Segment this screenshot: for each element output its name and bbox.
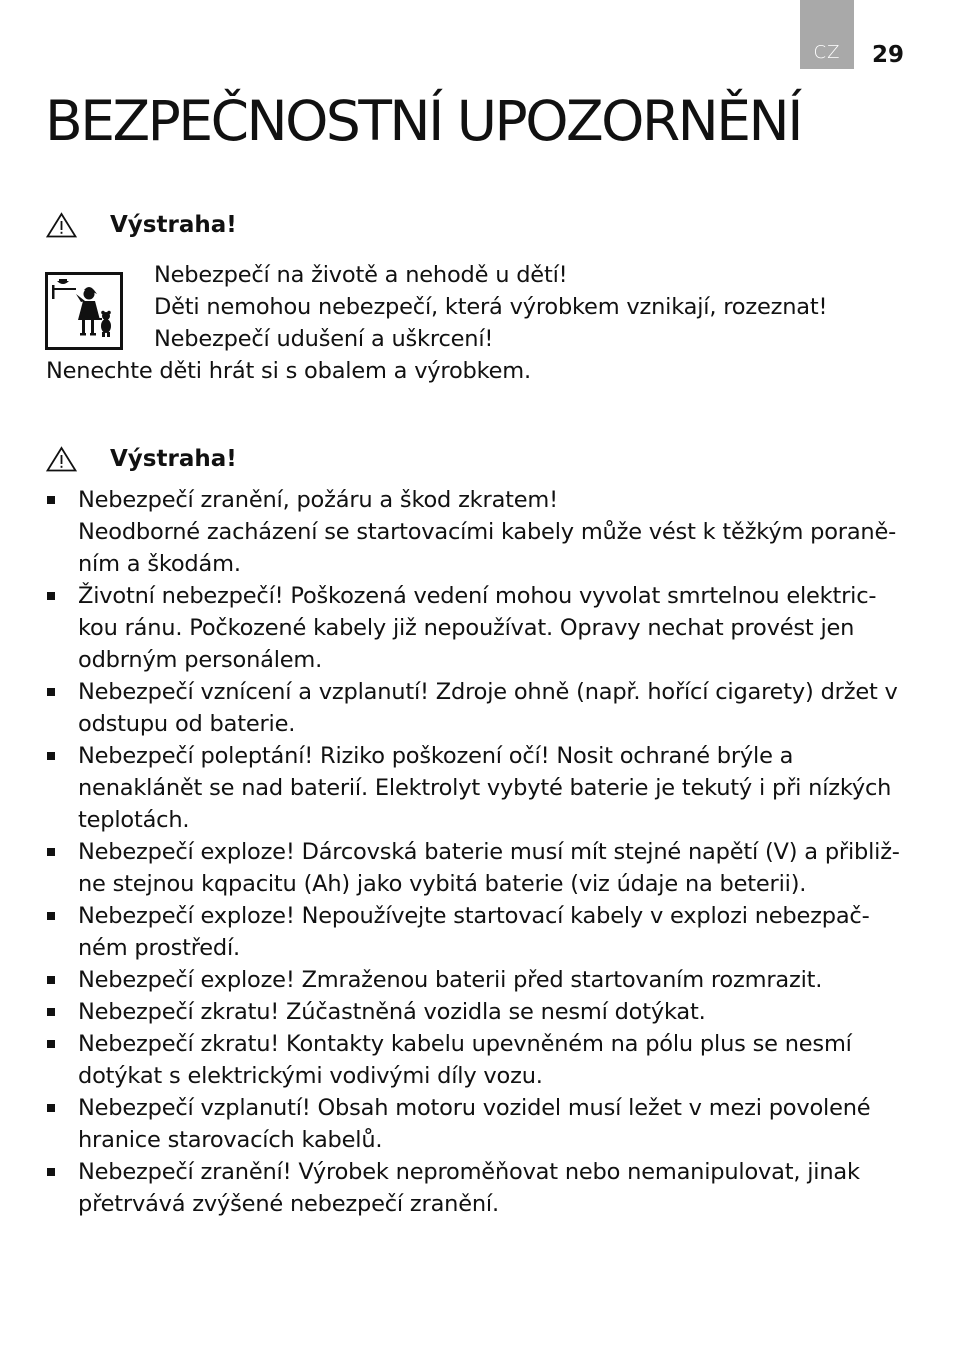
list-item-line: ne stejnou kqpacitu (Ah) jako vybitá baterie (viz údaje na beterii).: [78, 871, 807, 897]
list-item-line: Nebezpečí zranění, požáru a škod zkratem!: [78, 487, 558, 513]
list-item-line: Nebezpečí zranění! Výrobek neproměňovat nebo nemanipulovat, jinak: [78, 1159, 860, 1185]
bullet-square-icon: [47, 1040, 55, 1048]
list-item-line: Nebezpečí poleptání! Riziko poškození očí! Nosit ochrané brýle a: [78, 743, 794, 769]
warning-heading-1: [46, 212, 237, 238]
list-item-line: Nebezpečí exploze! Nepoužívejte startovací kabely v explozi nebezpač-: [78, 903, 870, 929]
bullet-square-icon: [47, 976, 55, 984]
list-item-line: Nebezpečí zkratu! Zúčastněná vozidla se nesmí dotýkat.: [78, 999, 706, 1025]
list-item: [46, 900, 900, 964]
bullet-square-icon: [47, 592, 55, 600]
language-tab: CZ: [800, 0, 854, 69]
warning1-text: [154, 259, 827, 355]
warning-heading-label: Výstraha!: [110, 212, 237, 238]
child-danger-icon: [45, 272, 123, 350]
list-item: [46, 1092, 900, 1156]
list-item: [46, 484, 900, 580]
bullet-square-icon: [47, 1008, 55, 1016]
list-item-line: Nebezpečí exploze! Dárcovská baterie musí mít stejné napětí (V) a přibliž-: [78, 839, 900, 865]
warning-heading-label: Výstraha!: [110, 446, 237, 472]
page-title: BEZPEČNOSTNÍ UPOZORNĚNÍ: [45, 89, 801, 153]
bullet-square-icon: [47, 1168, 55, 1176]
list-item-line: teplotách.: [78, 807, 190, 833]
list-item-line: Nebezpečí exploze! Zmraženou baterii před startovaním rozmrazit.: [78, 967, 823, 993]
list-item-line: hranice starovacích kabelů.: [78, 1127, 383, 1153]
bullet-square-icon: [47, 496, 55, 504]
warning1-last-line: Nenechte děti hrát si s obalem a výrobkem.: [46, 358, 531, 384]
list-item-line: Nebezpečí zkratu! Kontakty kabelu upevněném na pólu plus se nesmí: [78, 1031, 852, 1057]
warning1-line: Nebezpečí na životě a nehodě u dětí!: [154, 262, 568, 288]
list-item: [46, 580, 900, 676]
bullet-square-icon: [47, 688, 55, 696]
bullet-square-icon: [47, 1104, 55, 1112]
list-item-line: odstupu od baterie.: [78, 711, 296, 737]
list-item-line: ním a škodám.: [78, 551, 241, 577]
list-item: [46, 1028, 900, 1092]
list-item-line: ném prostředí.: [78, 935, 241, 961]
list-item: [46, 836, 900, 900]
list-item-line: nenaklánět se nad baterií. Elektrolyt vybyté baterie je tekutý i při nízkých: [78, 775, 892, 801]
list-item-line: odbrným personálem.: [78, 647, 323, 673]
list-item-line: Nebezpečí vznícení a vzplanutí! Zdroje ohně (např. hořící cigarety) držet v: [78, 679, 898, 705]
warning1-line: Nebezpečí udušení a uškrcení!: [154, 326, 494, 352]
list-item: [46, 676, 900, 740]
warning-triangle-icon: [46, 212, 77, 238]
list-item: [46, 740, 900, 836]
list-item: [46, 996, 900, 1028]
list-item-line: Životní nebezpečí! Poškozená vedení mohou vyvolat smrtelnou elektric-: [78, 583, 877, 609]
list-item-line: dotýkat s elektrickými vodivými díly vozu.: [78, 1063, 543, 1089]
list-item-line: Neodborné zacházení se startovacími kabely může vést k těžkým poraně-: [78, 519, 897, 545]
list-item-line: přetrvává zvýšené nebezpečí zranění.: [78, 1191, 499, 1217]
bullet-square-icon: [47, 912, 55, 920]
page-number: 29: [872, 42, 905, 68]
bullet-square-icon: [47, 848, 55, 856]
list-item-line: Nebezpečí vzplanutí! Obsah motoru vozidel musí ležet v mezi povolené: [78, 1095, 871, 1121]
warning1-line: Děti nemohou nebezpečí, která výrobkem vznikají, rozeznat!: [154, 294, 828, 320]
list-item: [46, 964, 900, 996]
list-item-line: kou ránu. Počkozené kabely již nepoužívat. Opravy nechat provést jen: [78, 615, 855, 641]
safety-list: [46, 484, 900, 1220]
bullet-square-icon: [47, 752, 55, 760]
list-item: [46, 1156, 900, 1220]
warning-triangle-icon: [46, 446, 77, 472]
warning-heading-2: [46, 446, 237, 472]
